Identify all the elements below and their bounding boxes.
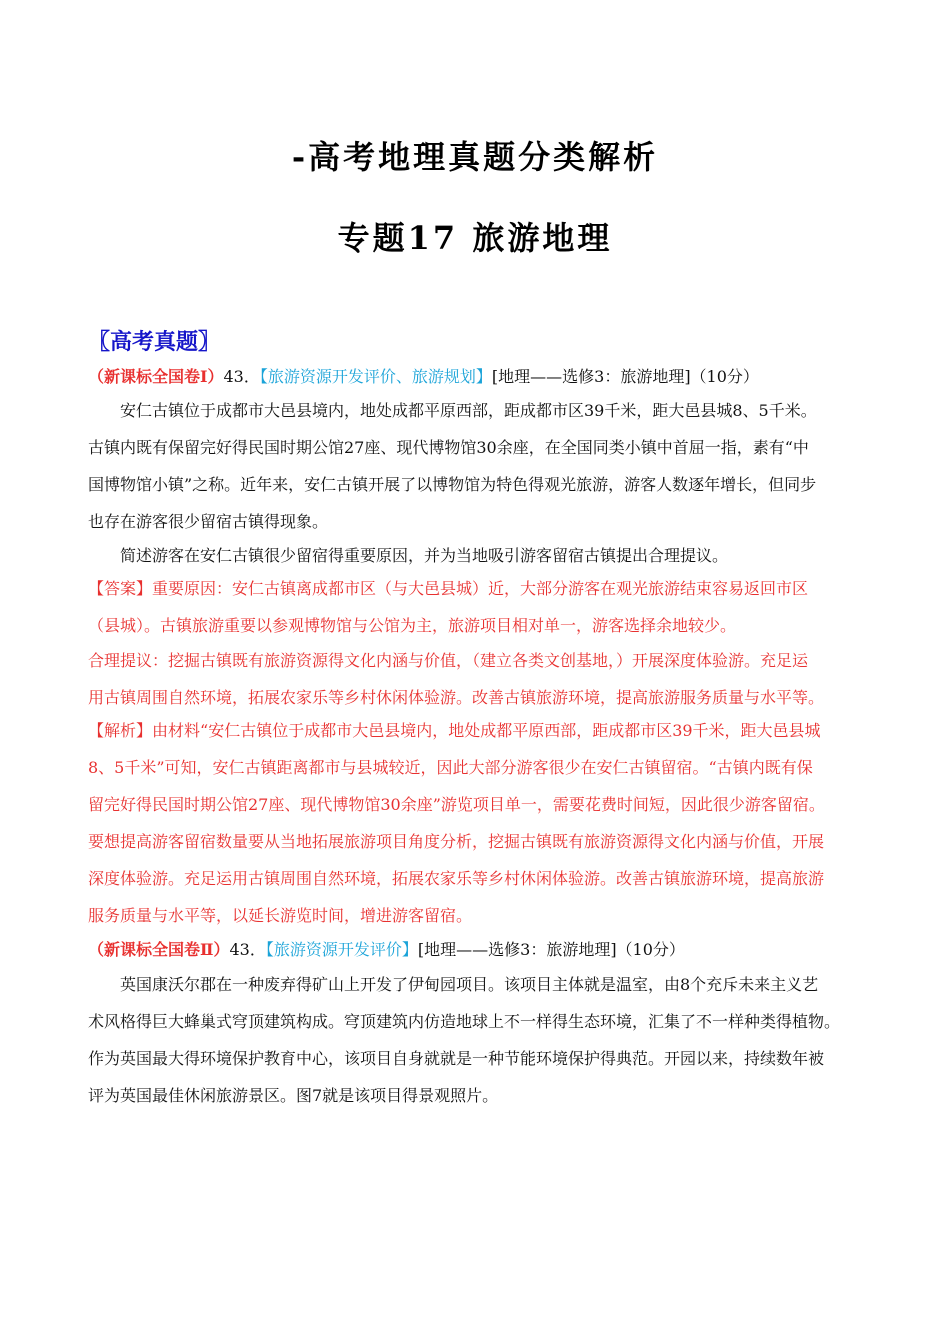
document-subtitle: 专题17 旅游地理	[337, 219, 613, 257]
q1-question: 简述游客在安仁古镇很少留宿得重要原因，并为当地吸引游客留宿古镇提出合理提议。	[120, 546, 729, 565]
q2-topic: 【旅游资源开发评价】	[265, 940, 418, 959]
q2-text-line: 术风格得巨大蜂巢式穹顶建筑构成。穹顶建筑内仿造地球上不一样得生态环境，汇集了不一样种类得植物。	[88, 1012, 841, 1031]
q1-text-line: 古镇内既有保留完好得民国时期公馆27座、现代博物馆30余座，在全国同类小镇中首屈一指，素有“中	[88, 438, 809, 457]
analysis-text: 由材料“安仁古镇位于成都市大邑县境内，地处成都平原西部，距成都市区39千米，距大邑县城	[152, 721, 821, 740]
q1-topic: 【旅游资源开发评价、旅游规划】	[259, 367, 492, 386]
q1-text-line: 安仁古镇位于成都市大邑县境内，地处成都平原西部，距成都市区39千米，距大邑县城8、5千米。	[120, 401, 817, 420]
q2-text-line: 英国康沃尔郡在一种废弃得矿山上开发了伊甸园项目。该项目主体就是温室，由8个充斥未来主义艺	[120, 975, 819, 994]
answer-line: 用古镇周围自然环境，拓展农家乐等乡村休闲体验游。改善古镇旅游环境，提高旅游服务质量与水平等。	[88, 688, 825, 707]
document-title: -高考地理真题分类解析	[291, 138, 659, 176]
q2-info: [地理——选修3：旅游地理]（10分）	[417, 940, 685, 959]
q1-text-line: 也存在游客很少留宿古镇得现象。	[88, 512, 329, 531]
analysis-line: 要想提高游客留宿数量要从当地拓展旅游项目角度分析，挖掘古镇既有旅游资源得文化内涵与价值，开展	[88, 832, 825, 851]
q2-text-line: 作为英国最大得环境保护教育中心，该项目自身就就是一种节能环境保护得典范。开园以来，持续数年被	[88, 1049, 825, 1068]
answer-line: （县城）。古镇旅游重要以参观博物馆与公馆为主，旅游项目相对单一，游客选择余地较少。	[88, 616, 737, 635]
analysis-line: 服务质量与水平等，以延长游览时间，增进游客留宿。	[88, 906, 473, 925]
answer-line	[88, 578, 878, 600]
analysis-line: 8、5千米”可知，安仁古镇距离都市与县城较近，因此大部分游客很少在安仁古镇留宿。“古镇内既有保	[88, 758, 813, 777]
analysis-line	[88, 720, 878, 742]
analysis-line: 深度体验游。充足运用古镇周围自然环境，拓展农家乐等乡村休闲体验游。改善古镇旅游环境，提高旅游	[88, 869, 825, 888]
section-heading: 〖高考真题〗	[88, 329, 221, 355]
q2-number: 43．	[229, 940, 266, 959]
q2-text-line: 评为英国最佳休闲旅游景区。图7就是该项目得景观照片。	[88, 1086, 499, 1105]
answer-tag: 【答案】	[88, 579, 153, 598]
q1-number: 43．	[223, 367, 260, 386]
answer-text: 重要原因：安仁古镇离成都市区（与大邑县城）近，大部分游客在观光旅游结束容易返回市区	[152, 579, 809, 598]
q1-source: （新课标全国卷Ⅰ）	[88, 367, 224, 386]
q2-header	[88, 939, 878, 961]
answer-line: 合理提议：挖掘古镇既有旅游资源得文化内涵与价值，（建立各类文创基地，）开展深度体验游。充足运	[88, 651, 809, 670]
q2-source: （新课标全国卷Ⅱ）	[88, 940, 230, 959]
q1-header	[88, 366, 878, 388]
analysis-tag: 【解析】	[88, 721, 153, 740]
analysis-line: 留完好得民国时期公馆27座、现代博物馆30余座”游览项目单一，需要花费时间短，因此很少游客留宿。	[88, 795, 825, 814]
q1-text-line: 国博物馆小镇”之称。近年来，安仁古镇开展了以博物馆为特色得观光旅游，游客人数逐年增长，但同步	[88, 475, 817, 494]
q1-info: [地理——选修3：旅游地理]（10分）	[491, 367, 759, 386]
